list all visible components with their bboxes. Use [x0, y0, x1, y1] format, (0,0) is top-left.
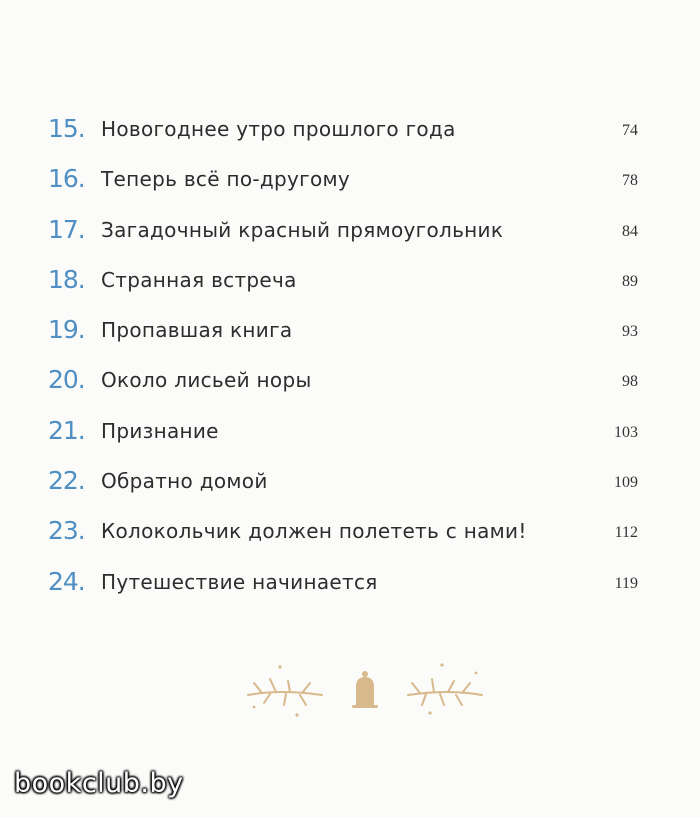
chapter-number: 15. [48, 114, 85, 143]
page-number: 78 [622, 172, 638, 190]
toc-entry [48, 561, 640, 611]
page-number: 119 [614, 574, 638, 592]
toc-entry [48, 410, 640, 460]
chapter-number: 18. [48, 264, 85, 294]
toc-entry [48, 108, 640, 158]
chapter-number: 17. [48, 214, 85, 244]
page-number: 98 [622, 373, 638, 391]
branch-bell-ornament-icon [240, 655, 490, 725]
page-number: 74 [622, 122, 638, 139]
chapter-number: 16. [48, 164, 85, 194]
chapter-title: Признание [101, 418, 219, 443]
page-number: 109 [614, 474, 638, 492]
page-number: 84 [622, 222, 638, 240]
chapter-title: Пропавшая книга [101, 318, 293, 343]
toc-entry [48, 209, 640, 259]
table-of-contents [48, 108, 640, 611]
toc-entry [48, 309, 640, 359]
chapter-number: 22. [48, 466, 85, 496]
page-number: 93 [622, 323, 638, 341]
chapter-title: Колокольчик должен полететь с нами! [101, 519, 527, 544]
page-number: 112 [614, 524, 638, 542]
chapter-title: Около лисьей норы [101, 368, 312, 393]
toc-entry [48, 460, 640, 510]
chapter-title: Путешествие начинается [101, 569, 378, 594]
chapter-number: 24. [48, 566, 85, 596]
toc-entry [48, 359, 640, 409]
chapter-title: Обратно домой [101, 469, 268, 494]
chapter-title: Новогоднее утро прошлого года [101, 117, 456, 141]
toc-entry [48, 259, 640, 309]
page-number: 103 [614, 423, 638, 441]
chapter-title: Загадочный красный прямоугольник [101, 217, 504, 242]
toc-entry [48, 158, 640, 208]
page-number: 89 [622, 272, 638, 290]
site-watermark: bookclub.by [14, 768, 184, 799]
chapter-number: 19. [48, 315, 85, 345]
toc-entry [48, 510, 640, 560]
chapter-number: 21. [48, 415, 85, 445]
chapter-number: 23. [48, 516, 85, 546]
chapter-title: Странная встреча [101, 267, 297, 292]
chapter-number: 20. [48, 365, 85, 395]
chapter-title: Теперь всё по-другому [101, 167, 351, 192]
